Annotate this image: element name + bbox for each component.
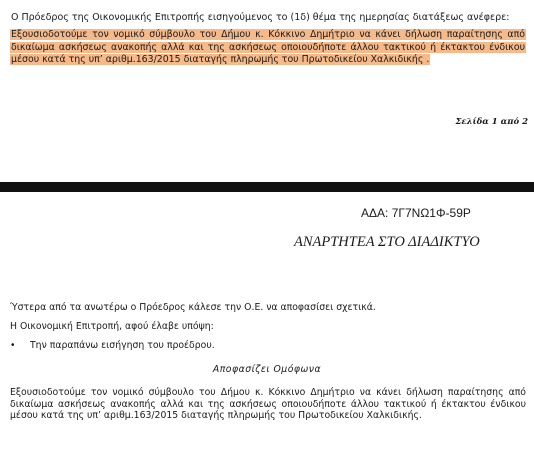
vote-call-text: Ύστερα από τα ανωτέρω ο Πρόεδρος κάλεσε την Ο.Ε. να αποφασίσει σχετικά. <box>10 302 376 313</box>
document-page-2 <box>0 192 534 452</box>
bullet-item-text: Την παραπάνω εισήγηση του προέδρου. <box>30 340 215 351</box>
bullet-icon: • <box>10 340 16 351</box>
intro-text: Ο Πρόεδρος της Οικονομικής Επιτροπής εισηγούμενος το (1δ) θέμα της ημερησίας διατάξεως ανέφερε: <box>11 12 510 23</box>
highlighted-proposal <box>10 29 526 67</box>
document-page-1 <box>0 0 534 182</box>
ada-code: ΑΔΑ: 7Γ7ΝΩ1Φ-59Ρ <box>361 206 471 220</box>
page-number: Σελίδα 1 από 2 <box>455 117 528 127</box>
bullet-list-item <box>10 340 215 352</box>
highlighted-proposal-text: Εξουσιοδοτούμε τον νομικό σύμβουλο του Δήμου κ. Κόκκινο Δημήτριο να κάνει δήλωση παραίτησης από δικαίωμα ασκήσεως ανακοπής αλλά και της ασκήσεως οποιουδήποτε άλλου τακτικού ή έκτακτου ένδικου μέσου κατά της υπ’ αριθμ.163/2015 διαταγής πληρωμής του Πρωτοδικείου Χαλκιδικής . <box>11 29 525 65</box>
committee-line: Η Οικονομική Επιτροπή, αφού έλαβε υπόψη: <box>10 321 214 332</box>
decides-heading: Αποφασίζει Ομόφωνα <box>212 364 322 375</box>
decision-text: Εξουσιοδοτούμε τον νομικό σύμβουλο του Δήμου κ. Κόκκινο Δημήτριο να κάνει δήλωση παραίτησης από δικαίωμα ασκήσεως ανακοπής αλλά και της ασκήσεως οποιουδήποτε άλλου τακτικού ή έκτακτου ένδικου μέσου κατά της υπ’ αριθμ.163/2015 διαταγής πληρωμής του Πρωτοδικείου Χαλκιδικής. <box>10 387 526 421</box>
page-divider <box>0 182 534 192</box>
posted-heading: ΑΝΑΡΤΗΤΕΑ ΣΤΟ ΔΙΑΔΙΚΤΥΟ <box>294 234 480 250</box>
